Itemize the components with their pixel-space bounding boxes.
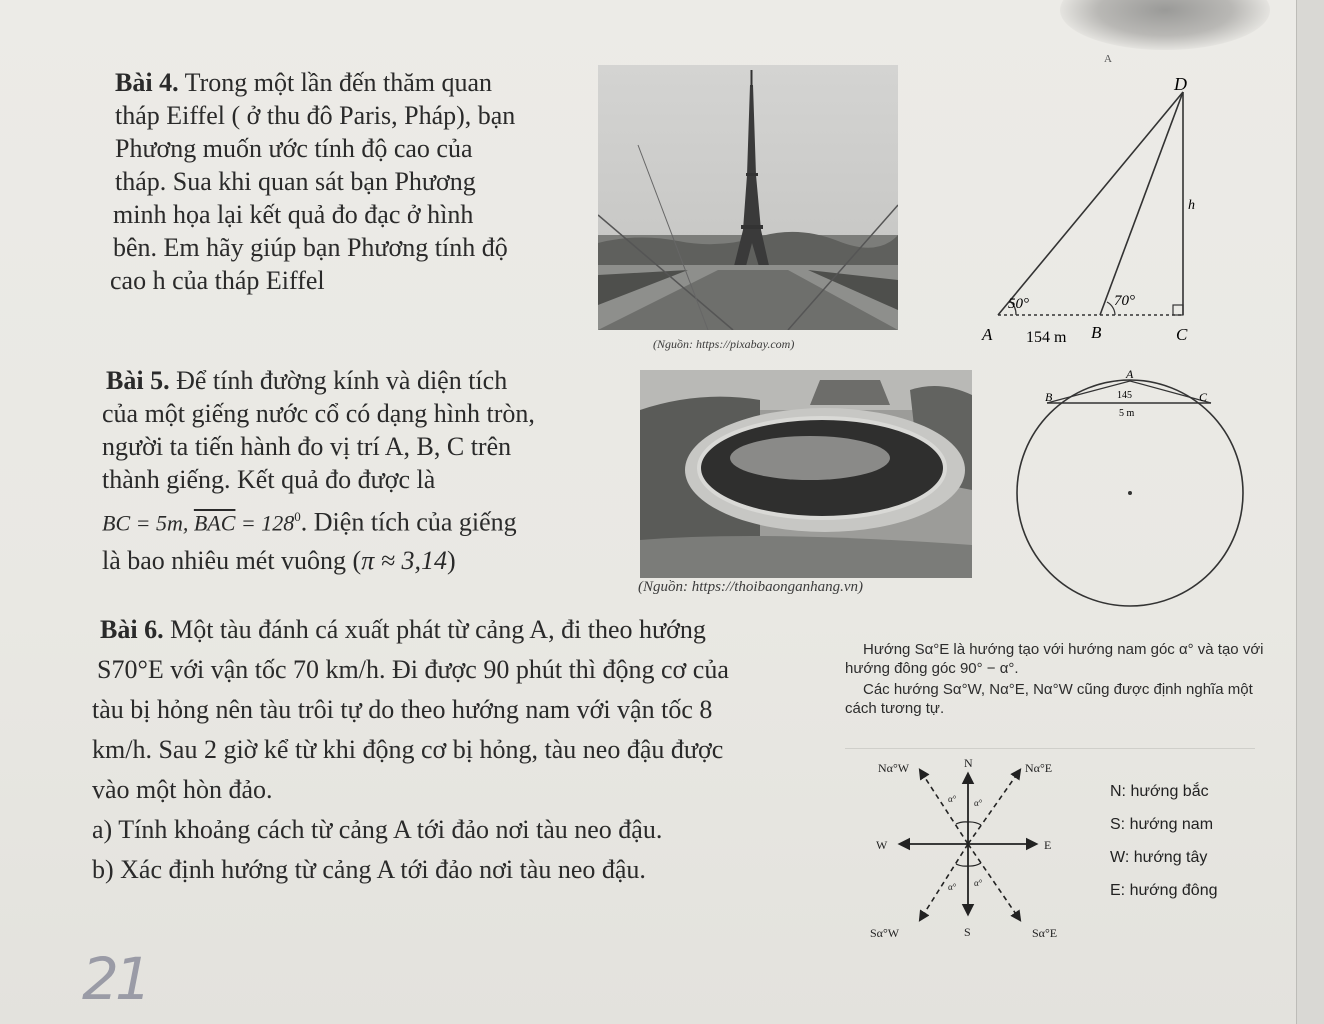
label-h: h xyxy=(1188,198,1195,213)
problem-6-question-b: b) Xác định hướng từ cảng A tới đảo nơi tàu neo đậu. xyxy=(92,855,646,884)
legend-south: S: hướng nam xyxy=(1110,816,1214,833)
eiffel-triangle-figure xyxy=(978,72,1208,352)
nw-arrow xyxy=(920,770,968,844)
problem-6-line: tàu bị hỏng nên tàu trôi tự do theo hướng nam với vận tốc 8 xyxy=(92,695,713,724)
problem-4-line: cao h của tháp Eiffel xyxy=(110,266,325,295)
old-well-image xyxy=(640,370,972,578)
alpha-label: α° xyxy=(948,794,957,804)
problem-5-text xyxy=(102,364,535,577)
problem-4-line: tháp Eiffel ( ở thu đô Paris, Pháp), bạn xyxy=(115,101,516,130)
problem-6-line: Bài 6. Một tàu đánh cá xuất phát từ cảng A, đi theo hướng xyxy=(100,615,706,644)
problem-5-line: của một giếng nước cổ có dạng hình tròn, xyxy=(102,399,535,428)
problem-6-line: km/h. Sau 2 giờ kể từ khi động cơ bị hỏng, tàu neo đậu được xyxy=(92,735,724,764)
label-a: A xyxy=(982,325,993,344)
note-paragraph-2: Các hướng Sα°W, Nα°E, Nα°W cũng được định nghĩa một cách tương tự. xyxy=(845,681,1253,717)
problem-5-formula-line xyxy=(102,500,535,540)
formula-degree: 0 xyxy=(294,509,301,524)
eiffel-tower-photo xyxy=(598,65,898,330)
problem-4-line: tháp. Sua khi quan sát bạn Phương xyxy=(115,167,476,196)
compass-w: W xyxy=(876,838,888,852)
right-angle-mark xyxy=(1173,305,1183,315)
formula-tail: . Diện tích của giếng xyxy=(300,507,517,537)
sw-arrow xyxy=(920,844,968,920)
problem-4-line: Phương muốn ước tính độ cao của xyxy=(115,134,473,163)
problem-4-line: bên. Em hãy giúp bạn Phương tính độ xyxy=(113,233,508,262)
eiffel-tower-image xyxy=(598,65,898,330)
legend-east: E: hướng đông xyxy=(1110,882,1218,899)
label-c: C xyxy=(1176,325,1188,344)
alpha-label: α° xyxy=(974,878,983,888)
corner-letter: A xyxy=(1104,53,1112,65)
note-paragraph-1: Hướng Sα°E là hướng tạo với hướng nam góc α° và tạo với hướng đông góc 90° − α°. xyxy=(845,641,1264,677)
compass-nw: Nα°W xyxy=(878,761,910,775)
eiffel-photo-caption: (Nguồn: https://pixabay.com) xyxy=(653,337,795,351)
problem-6-text xyxy=(92,610,729,890)
pi-approx: π ≈ 3,14 xyxy=(361,545,448,575)
label-b: B xyxy=(1045,390,1053,404)
line-ad xyxy=(998,92,1183,315)
problem-5-line: Bài 5. Để tính đường kính và diện tích xyxy=(106,366,508,395)
label-angle-70: 70° xyxy=(1114,293,1135,309)
label-bc-length: 5 m xyxy=(1119,408,1135,419)
legend-north: N: hướng bắc xyxy=(1110,783,1209,800)
well-circle-figure xyxy=(1005,365,1255,615)
alpha-label: α° xyxy=(974,798,983,808)
formula-value: = 128 xyxy=(235,510,295,536)
alpha-label: α° xyxy=(948,882,957,892)
handwritten-page-number: 21 xyxy=(82,945,148,1013)
compass-figure xyxy=(860,752,1100,947)
compass-s: S xyxy=(964,925,971,939)
label-angle-50: 50° xyxy=(1008,296,1029,312)
problem-4-line: Bài 4. Trong một lần đến thăm quan xyxy=(115,68,493,97)
compass-sw: Sα°W xyxy=(870,926,900,940)
label-d: D xyxy=(1174,74,1187,94)
problem-6-line: S70°E với vận tốc 70 km/h. Đi được 90 phút thì động cơ của xyxy=(97,655,729,684)
problem-6-question-a: a) Tính khoảng cách từ cảng A tới đảo nơi tàu neo đậu. xyxy=(92,815,663,844)
problem-5-line: người ta tiến hành đo vị trí A, B, C trên xyxy=(102,432,512,461)
label-c: C xyxy=(1199,390,1208,404)
compass-se: Sα°E xyxy=(1032,926,1058,940)
label-angle: 145 xyxy=(1117,390,1132,401)
compass-e: E xyxy=(1044,838,1052,852)
compass-legend xyxy=(1110,775,1218,907)
formula-bc: BC = 5m, xyxy=(102,510,194,536)
label-b: B xyxy=(1091,323,1102,342)
problem-5-line: là bao nhiêu mét vuông (π ≈ 3,14) xyxy=(102,545,456,575)
problem-5-line: thành giếng. Kết quả đo được là xyxy=(102,465,436,494)
compass-n: N xyxy=(964,756,973,770)
label-a: A xyxy=(1126,367,1134,381)
page-edge xyxy=(1296,0,1324,1024)
circle-center xyxy=(1128,491,1132,495)
compass-ne: Nα°E xyxy=(1025,761,1053,775)
formula-angle-bac: $\overline{BAC}$ xyxy=(193,510,236,536)
label-154m: 154 m xyxy=(1026,329,1067,346)
problem-4-text xyxy=(110,66,515,297)
well-photo xyxy=(640,370,972,578)
well-photo-caption: (Nguồn: https://thoibaonganhang.vn) xyxy=(638,579,863,595)
direction-note xyxy=(845,640,1265,718)
problem-4-line: minh họa lại kết quả đo đạc ở hình xyxy=(113,200,474,229)
legend-west: W: hướng tây xyxy=(1110,849,1208,866)
problem-6-line: vào một hòn đảo. xyxy=(92,775,273,804)
line-bd xyxy=(1100,92,1183,315)
note-divider xyxy=(845,748,1255,749)
